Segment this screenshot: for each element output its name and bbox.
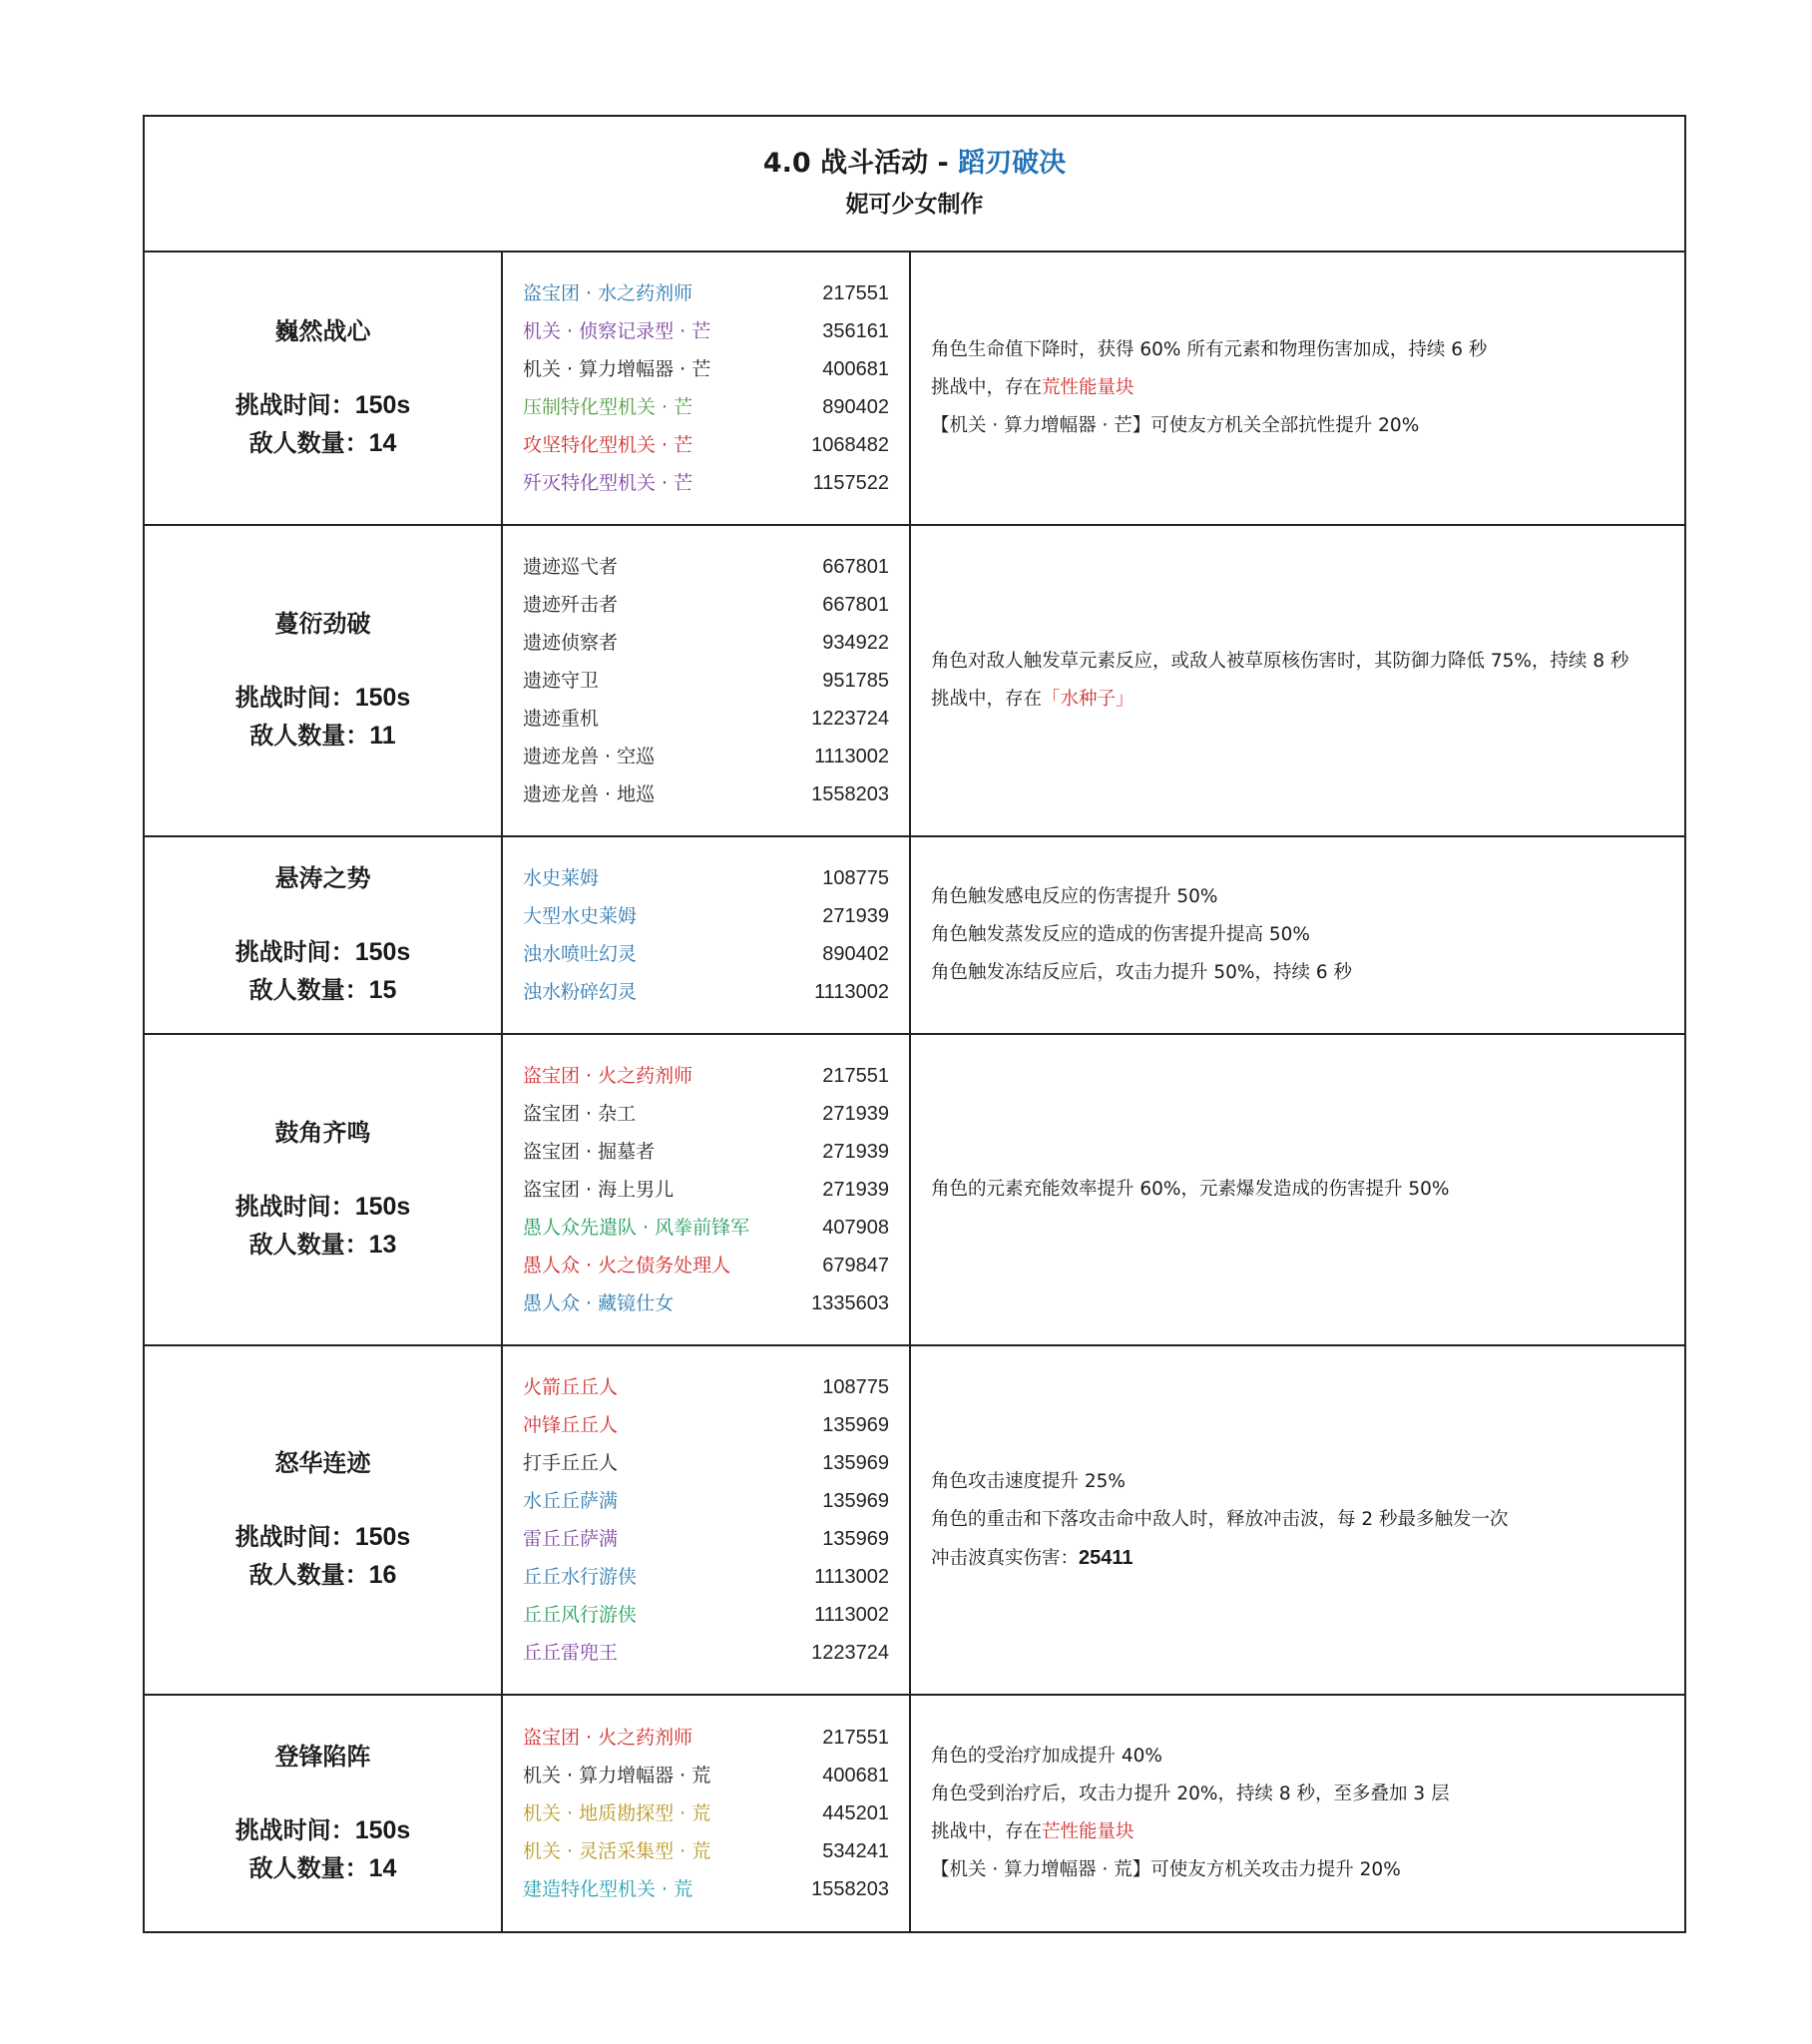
enemy-list: [503, 837, 911, 1033]
enemy-count-value: 11: [369, 722, 396, 750]
enemy-hp: 1113002: [814, 981, 889, 1003]
enemy-count-label: 敌人数量：: [248, 1854, 369, 1882]
stage-info: [145, 837, 503, 1033]
challenge-time-value: 150s: [354, 1816, 411, 1844]
enemy-hp: 890402: [822, 396, 889, 418]
enemy-hp: 1335603: [811, 1292, 889, 1314]
enemy-row: [523, 1794, 889, 1832]
enemy-count-value: 14: [368, 429, 397, 457]
title-prefix: 4.0 战斗活动: [762, 148, 929, 179]
enemy-name: 攻坚特化型机关 · 芒: [523, 434, 693, 456]
challenge-time-label: 挑战时间：: [234, 1193, 355, 1221]
enemy-name: 打手丘丘人: [523, 1452, 619, 1474]
enemy-hp: 400681: [822, 358, 889, 380]
effect-text: 角色攻击速度提升 25%: [931, 1470, 1127, 1492]
enemy-row: [523, 1209, 889, 1247]
enemy-row: [523, 1482, 889, 1520]
enemy-name: 建造特化型机关 · 荒: [523, 1878, 693, 1900]
enemy-name: 遗迹龙兽 · 地巡: [523, 783, 656, 805]
stage-info: [145, 1035, 503, 1344]
enemy-row: [523, 1247, 889, 1284]
enemy-name: 水史莱姆: [523, 867, 600, 889]
enemy-row: [523, 1870, 889, 1908]
challenge-time-label: 挑战时间：: [234, 1523, 355, 1551]
enemy-name: 火箭丘丘人: [523, 1376, 619, 1398]
enemy-name: 丘丘风行游侠: [523, 1604, 638, 1626]
stage-name: 悬涛之势: [274, 864, 371, 892]
effect-line: [931, 369, 1664, 407]
enemy-hp: 217551: [822, 1065, 889, 1087]
title-separator: -: [928, 148, 959, 179]
stage-effects: [911, 837, 1684, 1033]
enemy-name: 冲锋丘丘人: [523, 1414, 619, 1436]
challenge-time-label: 挑战时间：: [234, 1816, 355, 1844]
stage-effects: [911, 1346, 1684, 1694]
enemy-hp: 1223724: [811, 1642, 889, 1664]
enemy-hp: 271939: [822, 1103, 889, 1125]
effect-text: 挑战中，存在: [931, 1821, 1043, 1842]
enemy-hp: 271939: [822, 1141, 889, 1163]
enemy-name: 机关 · 地质勘探型 · 荒: [523, 1802, 711, 1824]
enemy-hp: 1068482: [811, 434, 889, 456]
enemy-name: 遗迹守卫: [523, 670, 600, 692]
enemy-count-value: 14: [368, 1854, 397, 1882]
enemy-count: [249, 1849, 397, 1887]
enemy-name: 机关 · 灵活采集型 · 荒: [523, 1840, 711, 1862]
effect-line: [931, 1813, 1664, 1851]
effect-line: [931, 878, 1664, 916]
enemy-count-label: 敌人数量：: [249, 722, 370, 750]
stage-info: [145, 526, 503, 835]
stage-effects: [911, 526, 1684, 835]
effect-text: 角色的重击和下落攻击命中敌人时，释放冲击波，每 2 秒最多触发一次: [931, 1508, 1509, 1530]
stage-section: [145, 837, 1684, 1035]
effect-text: 角色触发冻结反应后，攻击力提升 50%，持续 6 秒: [931, 962, 1353, 983]
enemy-name: 大型水史莱姆: [523, 905, 638, 927]
enemy-hp: 534241: [822, 1840, 889, 1862]
event-title: [763, 143, 1066, 185]
enemy-hp: 1113002: [814, 1604, 889, 1626]
enemy-row: [523, 1596, 889, 1634]
enemy-hp: 1113002: [814, 746, 889, 767]
enemy-hp: 400681: [822, 1765, 889, 1787]
enemy-count: [249, 717, 395, 755]
challenge-time: [235, 1518, 411, 1556]
enemy-count-value: 13: [368, 1231, 397, 1259]
enemy-count-label: 敌人数量：: [248, 429, 369, 457]
enemy-hp: 135969: [822, 1452, 889, 1474]
effect-text: 【机关 · 算力增幅器 · 荒】可使友方机关攻击力提升 20%: [931, 1859, 1401, 1880]
enemy-list: [503, 526, 911, 835]
enemy-hp: 667801: [822, 594, 889, 616]
challenge-time-label: 挑战时间：: [234, 938, 355, 966]
enemy-row: [523, 1558, 889, 1596]
stage-effects: [911, 1696, 1684, 1931]
challenge-time-value: 150s: [354, 938, 411, 966]
enemy-row: [523, 662, 889, 700]
enemy-hp: 667801: [822, 556, 889, 578]
challenge-time-value: 150s: [354, 1523, 411, 1551]
effect-line: [931, 1539, 1664, 1578]
enemy-count: [249, 1226, 397, 1264]
enemy-hp: 1157522: [812, 472, 889, 494]
enemy-row: [523, 1284, 889, 1322]
enemy-name: 水丘丘萨满: [523, 1490, 619, 1512]
enemy-hp: 951785: [822, 670, 889, 692]
enemy-name: 盗宝团 · 水之药剂师: [523, 282, 693, 304]
enemy-name: 雷丘丘萨满: [523, 1528, 619, 1550]
enemy-row: [523, 1133, 889, 1171]
enemy-row: [523, 1095, 889, 1133]
enemy-hp: 1113002: [814, 1566, 889, 1588]
enemy-name: 盗宝团 · 杂工: [523, 1103, 637, 1125]
enemy-row: [523, 897, 889, 935]
stage-section: [145, 526, 1684, 837]
enemy-count-label: 敌人数量：: [248, 1561, 369, 1589]
enemy-name: 浊水粉碎幻灵: [523, 981, 638, 1003]
stage-info: [145, 1346, 503, 1694]
challenge-time-label: 挑战时间：: [234, 684, 355, 712]
enemy-row: [523, 973, 889, 1011]
effect-line: [931, 681, 1664, 719]
enemy-list: [503, 1346, 911, 1694]
challenge-time: [235, 386, 411, 424]
enemy-hp: 108775: [822, 1376, 889, 1398]
effect-line: [931, 1851, 1664, 1889]
enemy-name: 盗宝团 · 海上男儿: [523, 1179, 675, 1201]
enemy-row: [523, 935, 889, 973]
enemy-row: [523, 1057, 889, 1095]
event-sheet: [143, 115, 1686, 1933]
enemy-hp: 407908: [822, 1217, 889, 1239]
stage-effects: [911, 1035, 1684, 1344]
stage-effects: [911, 253, 1684, 524]
stage-section: [145, 1035, 1684, 1346]
enemy-name: 遗迹重机: [523, 708, 600, 730]
enemy-row: [523, 464, 889, 502]
enemy-name: 丘丘雷兜王: [523, 1642, 619, 1664]
effect-line: [931, 1463, 1664, 1501]
effect-text: 冲击波真实伤害：: [931, 1547, 1080, 1569]
stage-section: [145, 1346, 1684, 1696]
enemy-row: [523, 1171, 889, 1209]
enemy-row: [523, 738, 889, 775]
enemy-name: 歼灭特化型机关 · 芒: [523, 472, 693, 494]
effect-line: [931, 916, 1664, 954]
enemy-row: [523, 775, 889, 813]
enemy-list: [503, 253, 911, 524]
effect-text: 角色触发感电反应的伤害提升 50%: [931, 886, 1218, 907]
enemy-name: 机关 · 算力增幅器 · 芒: [523, 358, 711, 380]
enemy-row: [523, 388, 889, 426]
enemy-count-value: 15: [368, 976, 397, 1004]
enemy-count: [249, 424, 397, 462]
challenge-time-label: 挑战时间：: [234, 391, 355, 419]
enemy-name: 机关 · 侦察记录型 · 芒: [523, 320, 711, 342]
enemy-row: [523, 586, 889, 624]
challenge-time: [235, 933, 411, 971]
challenge-time: [235, 679, 411, 717]
effect-text: 角色对敌人触发草元素反应，或敌人被草原核伤害时，其防御力降低 75%，持续 8 秒: [931, 651, 1629, 672]
enemy-name: 压制特化型机关 · 芒: [523, 396, 693, 418]
enemy-row: [523, 1406, 889, 1444]
enemy-row: [523, 700, 889, 738]
enemy-hp: 217551: [822, 282, 889, 304]
stage-name: 鼓角齐鸣: [274, 1119, 371, 1147]
highlight-text: 芒性能量块: [1042, 1821, 1134, 1842]
effect-line: [931, 1501, 1664, 1539]
enemy-hp: 135969: [822, 1528, 889, 1550]
highlight-text: 「水种子」: [1042, 689, 1134, 710]
enemy-hp: 1223724: [811, 708, 889, 730]
effect-text: 角色的元素充能效率提升 60%，元素爆发造成的伤害提升 50%: [931, 1179, 1450, 1200]
enemy-name: 愚人众先遣队 · 风拳前锋军: [523, 1217, 750, 1239]
challenge-time: [235, 1811, 411, 1849]
challenge-time: [235, 1188, 411, 1226]
enemy-name: 遗迹巡弋者: [523, 556, 619, 578]
enemy-row: [523, 350, 889, 388]
effect-line: [931, 407, 1664, 445]
enemy-row: [523, 1719, 889, 1757]
enemy-hp: 890402: [822, 943, 889, 965]
enemy-name: 遗迹歼击者: [523, 594, 619, 616]
enemy-row: [523, 1634, 889, 1672]
stage-list: [145, 253, 1684, 1931]
enemy-hp: 934922: [822, 632, 889, 654]
enemy-name: 遗迹侦察者: [523, 632, 619, 654]
event-name: 蹈刃破决: [958, 148, 1067, 179]
enemy-row: [523, 1368, 889, 1406]
enemy-hp: 135969: [822, 1490, 889, 1512]
effect-text: 角色生命值下降时，获得 60% 所有元素和物理伤害加成，持续 6 秒: [931, 339, 1488, 360]
enemy-row: [523, 548, 889, 586]
enemy-name: 盗宝团 · 掘墓者: [523, 1141, 656, 1163]
enemy-count: [249, 971, 397, 1009]
effect-text: 挑战中，存在: [931, 377, 1043, 398]
enemy-name: 愚人众 · 火之债务处理人: [523, 1255, 731, 1277]
enemy-hp: 135969: [822, 1414, 889, 1436]
enemy-count-label: 敌人数量：: [248, 976, 369, 1004]
enemy-row: [523, 274, 889, 312]
enemy-row: [523, 1520, 889, 1558]
stage-section: [145, 1696, 1684, 1931]
effect-text: 角色触发蒸发反应的造成的伤害提升提高 50%: [931, 924, 1311, 945]
effect-line: [931, 954, 1664, 992]
enemy-row: [523, 1757, 889, 1794]
enemy-hp: 1558203: [811, 1878, 889, 1900]
enemy-name: 丘丘水行游侠: [523, 1566, 638, 1588]
effect-text: 角色的受治疗加成提升 40%: [931, 1746, 1163, 1767]
enemy-name: 盗宝团 · 火之药剂师: [523, 1065, 693, 1087]
enemy-name: 愚人众 · 藏镜仕女: [523, 1292, 675, 1314]
effect-line: [931, 1776, 1664, 1813]
challenge-time-value: 150s: [354, 391, 411, 419]
stage-name: 蔓衍劲破: [274, 610, 371, 638]
enemy-hp: 1558203: [811, 783, 889, 805]
enemy-name: 机关 · 算力增幅器 · 荒: [523, 1765, 711, 1787]
enemy-row: [523, 426, 889, 464]
sheet-header: [145, 117, 1684, 253]
effect-text: 角色受到治疗后，攻击力提升 20%，持续 8 秒，至多叠加 3 层: [931, 1784, 1450, 1804]
enemy-hp: 679847: [822, 1255, 889, 1277]
stage-info: [145, 253, 503, 524]
effect-line: [931, 1738, 1664, 1776]
effect-line: [931, 1171, 1664, 1209]
enemy-name: 浊水喷吐幻灵: [523, 943, 638, 965]
stage-info: [145, 1696, 503, 1931]
highlight-text: 荒性能量块: [1042, 377, 1134, 398]
enemy-count: [249, 1556, 397, 1594]
enemy-hp: 271939: [822, 1179, 889, 1201]
damage-value: 25411: [1079, 1546, 1133, 1569]
enemy-row: [523, 1832, 889, 1870]
enemy-row: [523, 312, 889, 350]
enemy-row: [523, 1444, 889, 1482]
author-credit: 妮可少女制作: [845, 192, 984, 218]
effect-line: [931, 331, 1664, 369]
enemy-row: [523, 624, 889, 662]
enemy-name: 遗迹龙兽 · 空巡: [523, 746, 656, 767]
enemy-hp: 271939: [822, 905, 889, 927]
enemy-row: [523, 859, 889, 897]
enemy-hp: 217551: [822, 1727, 889, 1749]
stage-name: 登锋陷阵: [274, 1743, 371, 1771]
stage-name: 巍然战心: [274, 317, 371, 345]
challenge-time-value: 150s: [354, 684, 411, 712]
enemy-count-value: 16: [368, 1561, 397, 1589]
effect-text: 【机关 · 算力增幅器 · 芒】可使友方机关全部抗性提升 20%: [931, 415, 1420, 436]
enemy-hp: 108775: [822, 867, 889, 889]
stage-name: 怒华连迹: [274, 1449, 371, 1477]
enemy-hp: 356161: [822, 320, 889, 342]
effect-line: [931, 643, 1664, 681]
effect-text: 挑战中，存在: [931, 689, 1043, 710]
challenge-time-value: 150s: [354, 1193, 411, 1221]
enemy-count-label: 敌人数量：: [248, 1231, 369, 1259]
enemy-name: 盗宝团 · 火之药剂师: [523, 1727, 693, 1749]
enemy-list: [503, 1696, 911, 1931]
stage-section: [145, 253, 1684, 526]
enemy-list: [503, 1035, 911, 1344]
enemy-hp: 445201: [822, 1802, 889, 1824]
